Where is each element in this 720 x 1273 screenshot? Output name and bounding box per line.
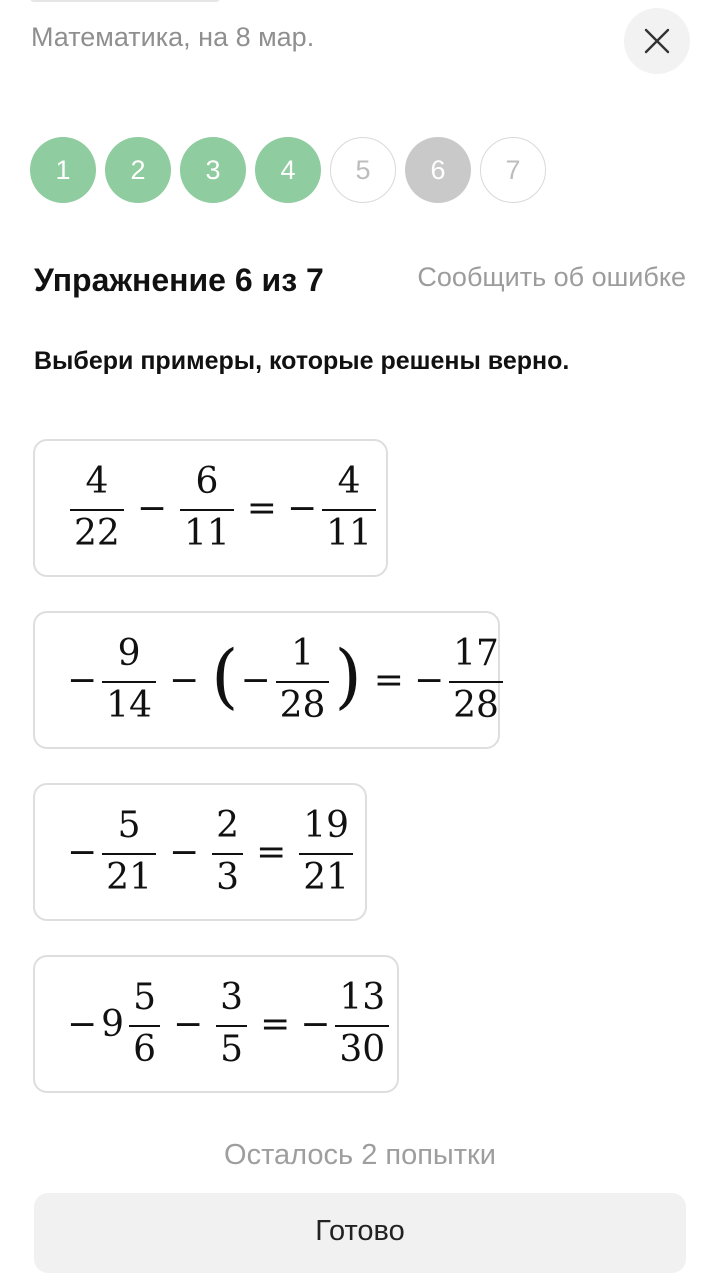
math-expression [35,613,498,747]
denominator: 3 [212,853,243,901]
step-1[interactable]: 1 [30,137,96,203]
result-fraction [335,975,389,1073]
numerator: 13 [339,977,386,1018]
negative-sign: − [300,1003,331,1045]
negative-sign: − [67,831,98,873]
step-6[interactable]: 6 [405,137,471,203]
fraction [129,975,160,1073]
fraction [70,459,124,557]
fraction [216,975,247,1073]
numerator: 17 [453,633,499,674]
previous-title-remnant [30,0,220,2]
exercise-title: Упражнение 6 из 7 [34,262,324,298]
negative-sign: − [67,1003,98,1045]
exercise-progress [30,137,546,203]
numerator: 4 [85,461,109,502]
minus-operator: − [136,487,167,529]
answer-option-3[interactable] [33,783,367,921]
denominator: 5 [216,1025,247,1073]
numerator: 5 [133,977,156,1018]
fraction [102,631,156,729]
denominator: 22 [70,509,124,557]
step-4[interactable]: 4 [255,137,321,203]
negative-sign: − [240,659,271,701]
step-7[interactable]: 7 [480,137,546,203]
denominator: 11 [180,509,234,557]
lesson-subtitle: Математика, на 8 мар. [31,22,315,52]
numerator: 4 [337,461,361,502]
result-fraction [322,459,376,557]
math-expression [35,441,386,575]
step-5[interactable]: 5 [330,137,396,203]
denominator: 11 [322,509,376,557]
result-fraction [449,631,503,729]
minus-operator: − [172,1003,204,1045]
task-instruction: Выбери примеры, которые решены верно. [34,347,570,375]
negative-sign: − [286,487,318,529]
fraction [276,631,330,729]
step-3[interactable]: 3 [180,137,246,203]
numerator: 6 [195,461,219,502]
attempts-remaining: Осталось 2 попытки [224,1139,496,1171]
fraction [102,803,156,901]
equals-sign: = [373,659,404,701]
answer-option-1[interactable] [33,439,388,577]
close-icon [644,28,670,54]
minus-operator: − [168,659,200,701]
numerator: 3 [220,977,244,1018]
left-parenthesis: ( [211,635,239,717]
numerator: 1 [291,633,314,674]
numerator: 9 [117,633,141,674]
result-fraction [299,803,353,901]
fraction [212,803,243,901]
numerator: 5 [117,805,141,846]
whole-part: 9 [101,1003,125,1045]
denominator: 28 [276,681,330,729]
right-parenthesis: ) [334,635,362,717]
numerator: 19 [303,805,350,846]
fraction [180,459,234,557]
negative-sign: − [67,659,98,701]
minus-operator: − [168,831,200,873]
denominator: 6 [129,1025,160,1073]
numerator: 2 [216,805,240,846]
denominator: 30 [335,1025,389,1073]
answer-option-2[interactable] [33,611,500,749]
math-expression [35,785,365,919]
denominator: 28 [449,681,503,729]
done-button[interactable]: Готово [34,1193,686,1273]
equals-sign: = [256,831,287,873]
denominator: 21 [102,853,156,901]
denominator: 21 [299,853,353,901]
step-2[interactable]: 2 [105,137,171,203]
answer-option-4[interactable] [33,955,399,1093]
report-error-link[interactable]: Сообщить об ошибке [417,262,686,292]
equals-sign: = [260,1003,291,1045]
close-button[interactable] [624,8,690,74]
negative-sign: − [413,659,445,701]
math-expression [35,957,397,1091]
equals-sign: = [246,487,277,529]
denominator: 14 [102,681,156,729]
